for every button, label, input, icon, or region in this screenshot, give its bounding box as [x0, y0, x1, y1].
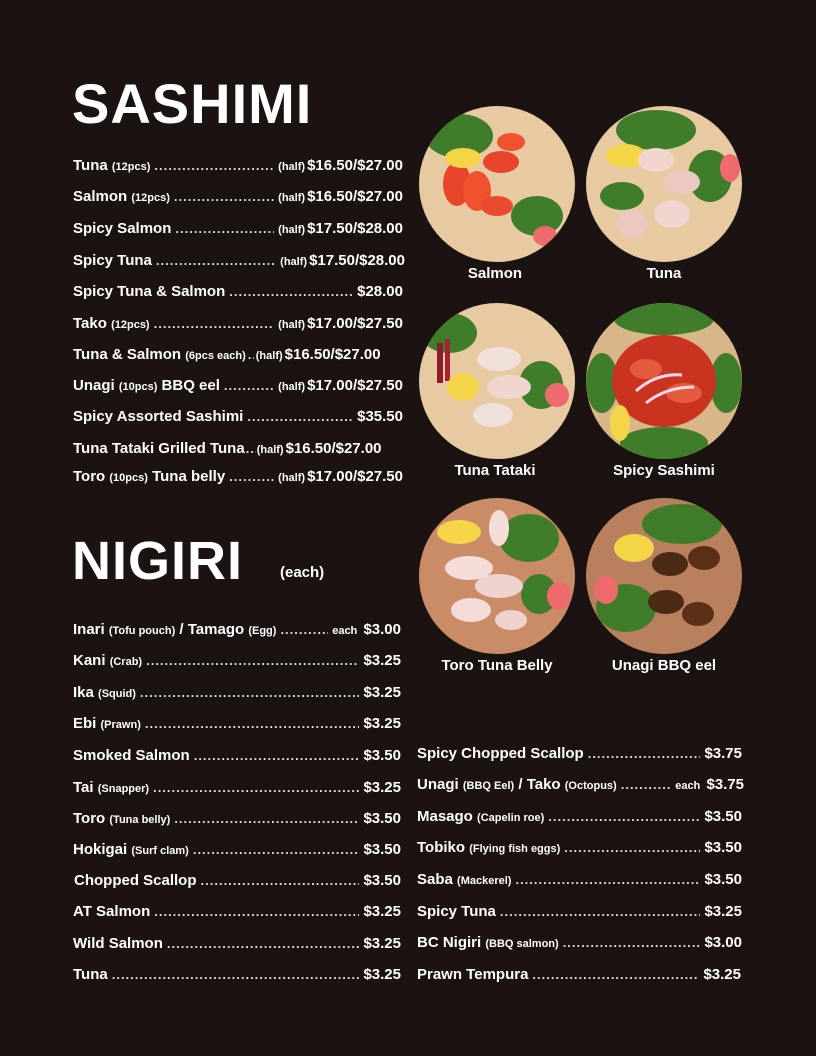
item-qualifier: (half) — [278, 472, 306, 484]
item-qualifier: each — [675, 780, 701, 792]
leader-dots — [229, 284, 353, 299]
nigiri-item — [417, 966, 741, 988]
item-name: Spicy Chopped Scallop — [417, 745, 584, 762]
item-name: Tai — [73, 779, 94, 796]
nigiri-item — [73, 810, 401, 832]
nigiri-item — [417, 745, 742, 767]
item-note: (12pcs) — [111, 319, 150, 331]
item-price: $3.75 — [706, 776, 744, 793]
item-price: $3.00 — [363, 621, 401, 638]
item-price: $3.75 — [704, 745, 742, 762]
leader-dots — [532, 967, 699, 982]
item-name: Spicy Tuna & Salmon — [73, 283, 226, 300]
item-name: Hokigai — [73, 841, 128, 858]
leader-dots — [246, 441, 256, 456]
sashimi-item — [73, 315, 403, 337]
item-note-2: (Octopus) — [564, 780, 617, 792]
leader-dots — [193, 842, 360, 857]
item-name: Tuna — [73, 966, 108, 983]
nigiri-item — [73, 621, 401, 643]
item-price: $28.00 — [357, 283, 403, 300]
item-name: Spicy Assorted Sashimi — [73, 408, 244, 425]
leader-dots — [500, 904, 701, 919]
photo-caption: Toro Tuna Belly — [441, 657, 553, 674]
item-name: Unagi — [73, 377, 115, 394]
leader-dots — [153, 780, 359, 795]
sashimi-item — [73, 252, 405, 274]
item-price: $3.25 — [363, 935, 401, 952]
unagi-plate-illustration — [586, 498, 742, 654]
item-name: Tuna & Salmon — [73, 346, 182, 363]
item-note: (Snapper) — [97, 783, 150, 795]
leader-dots — [563, 935, 701, 950]
sashimi-item — [73, 157, 403, 179]
sashimi-item — [73, 346, 403, 368]
nigiri-item — [73, 747, 401, 769]
leader-dots — [156, 253, 276, 268]
leader-dots — [112, 967, 360, 982]
item-qualifier: (half) — [278, 381, 306, 393]
nigiri-title: NIGIRI — [72, 531, 244, 591]
nigiri-item — [73, 935, 401, 957]
item-price: $16.50/$27.00 — [285, 440, 382, 457]
salmon-sashimi-photo — [419, 106, 575, 262]
item-name: Spicy Salmon — [73, 220, 172, 237]
leader-dots — [229, 469, 274, 484]
photo-caption: Unagi BBQ eel — [611, 657, 717, 674]
sashimi-item — [73, 283, 403, 305]
leader-dots — [515, 872, 700, 887]
sashimi-item — [73, 188, 403, 210]
toro-tuna-belly-photo — [419, 498, 575, 654]
nigiri-item — [417, 776, 744, 798]
leader-dots — [224, 378, 274, 393]
item-note: (10pcs) — [109, 472, 148, 484]
nigiri-subtitle: (each) — [280, 564, 325, 581]
salmon-plate-illustration — [419, 106, 575, 262]
nigiri-item — [417, 903, 742, 925]
item-price: $3.50 — [704, 871, 742, 888]
item-name-2: / Tako — [518, 776, 561, 793]
item-note: (Mackerel) — [457, 875, 512, 887]
item-name: Kani — [73, 652, 106, 669]
unagi-bbq-eel-photo — [586, 498, 742, 654]
leader-dots — [140, 685, 360, 700]
leader-dots — [201, 873, 360, 888]
leader-dots — [247, 409, 353, 424]
item-name: Ebi — [73, 715, 97, 732]
spicy-sashimi-photo — [586, 303, 742, 459]
tuna-tataki-photo — [419, 303, 575, 459]
item-name-2: / Tamago — [179, 621, 245, 638]
nigiri-item — [417, 934, 742, 956]
item-name: Tako — [73, 315, 107, 332]
item-qualifier: (half) — [278, 192, 306, 204]
item-name: Spicy Tuna — [73, 252, 152, 269]
item-price: $3.25 — [363, 903, 401, 920]
item-price: $17.00/$27.50 — [307, 468, 403, 485]
item-name: Toro — [73, 468, 106, 485]
item-note: (10pcs) — [118, 381, 158, 393]
photo-caption: Tuna Tataki — [454, 462, 536, 479]
item-price: $17.00/$27.50 — [307, 377, 403, 394]
item-note: (12pcs) — [111, 161, 151, 173]
nigiri-item — [417, 871, 742, 893]
item-note: (Tofu pouch) — [108, 625, 176, 637]
item-qualifier: (half) — [278, 319, 306, 331]
item-price: $3.25 — [704, 903, 742, 920]
item-price: $3.50 — [363, 747, 401, 764]
item-note: (Prawn) — [100, 719, 141, 731]
item-name: Ika — [73, 684, 94, 701]
nigiri-item — [73, 779, 401, 801]
spicy-plate-illustration — [586, 303, 742, 459]
item-name: Masago — [417, 808, 473, 825]
nigiri-item — [73, 903, 401, 925]
item-name: Prawn Tempura — [417, 966, 529, 983]
item-note: (Capelin roe) — [477, 812, 545, 824]
item-price: $3.25 — [363, 652, 401, 669]
item-extra: Tuna belly — [152, 468, 226, 485]
leader-dots — [280, 622, 328, 637]
item-price: $16.50/$27.00 — [307, 157, 403, 174]
item-price: $3.25 — [363, 684, 401, 701]
leader-dots — [154, 158, 274, 173]
item-name: BC Nigiri — [417, 934, 482, 951]
item-price: $17.50/$28.00 — [309, 252, 405, 269]
nigiri-item — [73, 684, 401, 706]
item-price: $3.25 — [363, 779, 401, 796]
sashimi-item — [73, 440, 403, 462]
item-qualifier: each — [332, 625, 358, 637]
nigiri-item — [73, 841, 401, 863]
item-price: $3.50 — [363, 872, 401, 889]
item-price: $16.50/$27.00 — [307, 188, 403, 205]
item-price: $3.50 — [363, 841, 401, 858]
item-note: (Flying fish eggs) — [469, 843, 561, 855]
item-name: Chopped Scallop — [74, 872, 197, 889]
nigiri-item — [73, 715, 401, 737]
leader-dots — [194, 748, 360, 763]
item-price: $3.25 — [363, 715, 401, 732]
item-note: (BBQ Eel) — [462, 780, 515, 792]
leader-dots — [248, 347, 254, 362]
nigiri-item — [73, 966, 401, 988]
item-qualifier: (half) — [280, 256, 308, 268]
item-qualifier: (half) — [256, 444, 284, 456]
item-name: Salmon — [73, 188, 128, 205]
item-qualifier: (half) — [278, 224, 306, 236]
item-name: Smoked Salmon — [73, 747, 190, 764]
nigiri-item — [73, 652, 401, 674]
item-price: $35.50 — [357, 408, 403, 425]
tuna-sashimi-photo — [586, 106, 742, 262]
photo-caption: Spicy Sashimi — [613, 462, 715, 479]
leader-dots — [145, 716, 360, 731]
leader-dots — [146, 653, 359, 668]
tataki-plate-illustration — [419, 303, 575, 459]
item-price: $3.50 — [363, 810, 401, 827]
leader-dots — [175, 221, 274, 236]
photo-caption: Salmon — [467, 265, 523, 282]
item-note: (Crab) — [109, 656, 143, 668]
sashimi-title: SASHIMI — [72, 72, 313, 135]
leader-dots — [174, 811, 359, 826]
toro-plate-illustration — [419, 498, 575, 654]
item-name: Inari — [73, 621, 105, 638]
leader-dots — [564, 840, 700, 855]
item-note: (6pcs each) — [185, 350, 246, 362]
item-name: Unagi — [417, 776, 459, 793]
nigiri-item — [417, 839, 742, 861]
item-note-2: (Egg) — [248, 625, 277, 637]
sashimi-item — [73, 377, 403, 399]
sashimi-item — [73, 408, 403, 430]
item-name: Toro — [73, 810, 106, 827]
item-note: (BBQ salmon) — [485, 938, 559, 950]
item-price: $3.25 — [363, 966, 401, 983]
item-note: (Squid) — [98, 688, 136, 700]
item-name: Tobiko — [417, 839, 466, 856]
item-price: $3.50 — [704, 839, 742, 856]
leader-dots — [167, 936, 360, 951]
item-name: AT Salmon — [73, 903, 151, 920]
leader-dots — [154, 904, 359, 919]
item-note: (12pcs) — [131, 192, 170, 204]
item-price: $3.25 — [703, 966, 741, 983]
leader-dots — [174, 189, 274, 204]
item-price: $16.50/$27.00 — [284, 346, 381, 363]
item-price: $3.00 — [704, 934, 742, 951]
item-note: (Surf clam) — [131, 845, 189, 857]
item-name: Spicy Tuna — [417, 903, 496, 920]
photo-caption: Tuna — [646, 265, 682, 282]
nigiri-item — [417, 808, 742, 830]
item-qualifier: (half) — [278, 161, 306, 173]
item-price: $3.50 — [704, 808, 742, 825]
item-name: Tuna Tataki Grilled Tuna — [73, 440, 245, 457]
item-note: (Tuna belly) — [109, 814, 171, 826]
item-name: Tuna — [73, 157, 108, 174]
item-extra: BBQ eel — [161, 377, 220, 394]
leader-dots — [588, 746, 701, 761]
item-name: Wild Salmon — [73, 935, 163, 952]
sashimi-item — [73, 220, 403, 242]
nigiri-item — [74, 872, 401, 894]
item-price: $17.00/$27.50 — [307, 315, 403, 332]
leader-dots — [621, 777, 671, 792]
leader-dots — [548, 809, 700, 824]
item-price: $17.50/$28.00 — [307, 220, 403, 237]
item-qualifier: (half) — [255, 350, 283, 362]
tuna-plate-illustration — [586, 106, 742, 262]
item-name: Saba — [417, 871, 453, 888]
sashimi-item — [73, 468, 403, 490]
leader-dots — [154, 316, 275, 331]
